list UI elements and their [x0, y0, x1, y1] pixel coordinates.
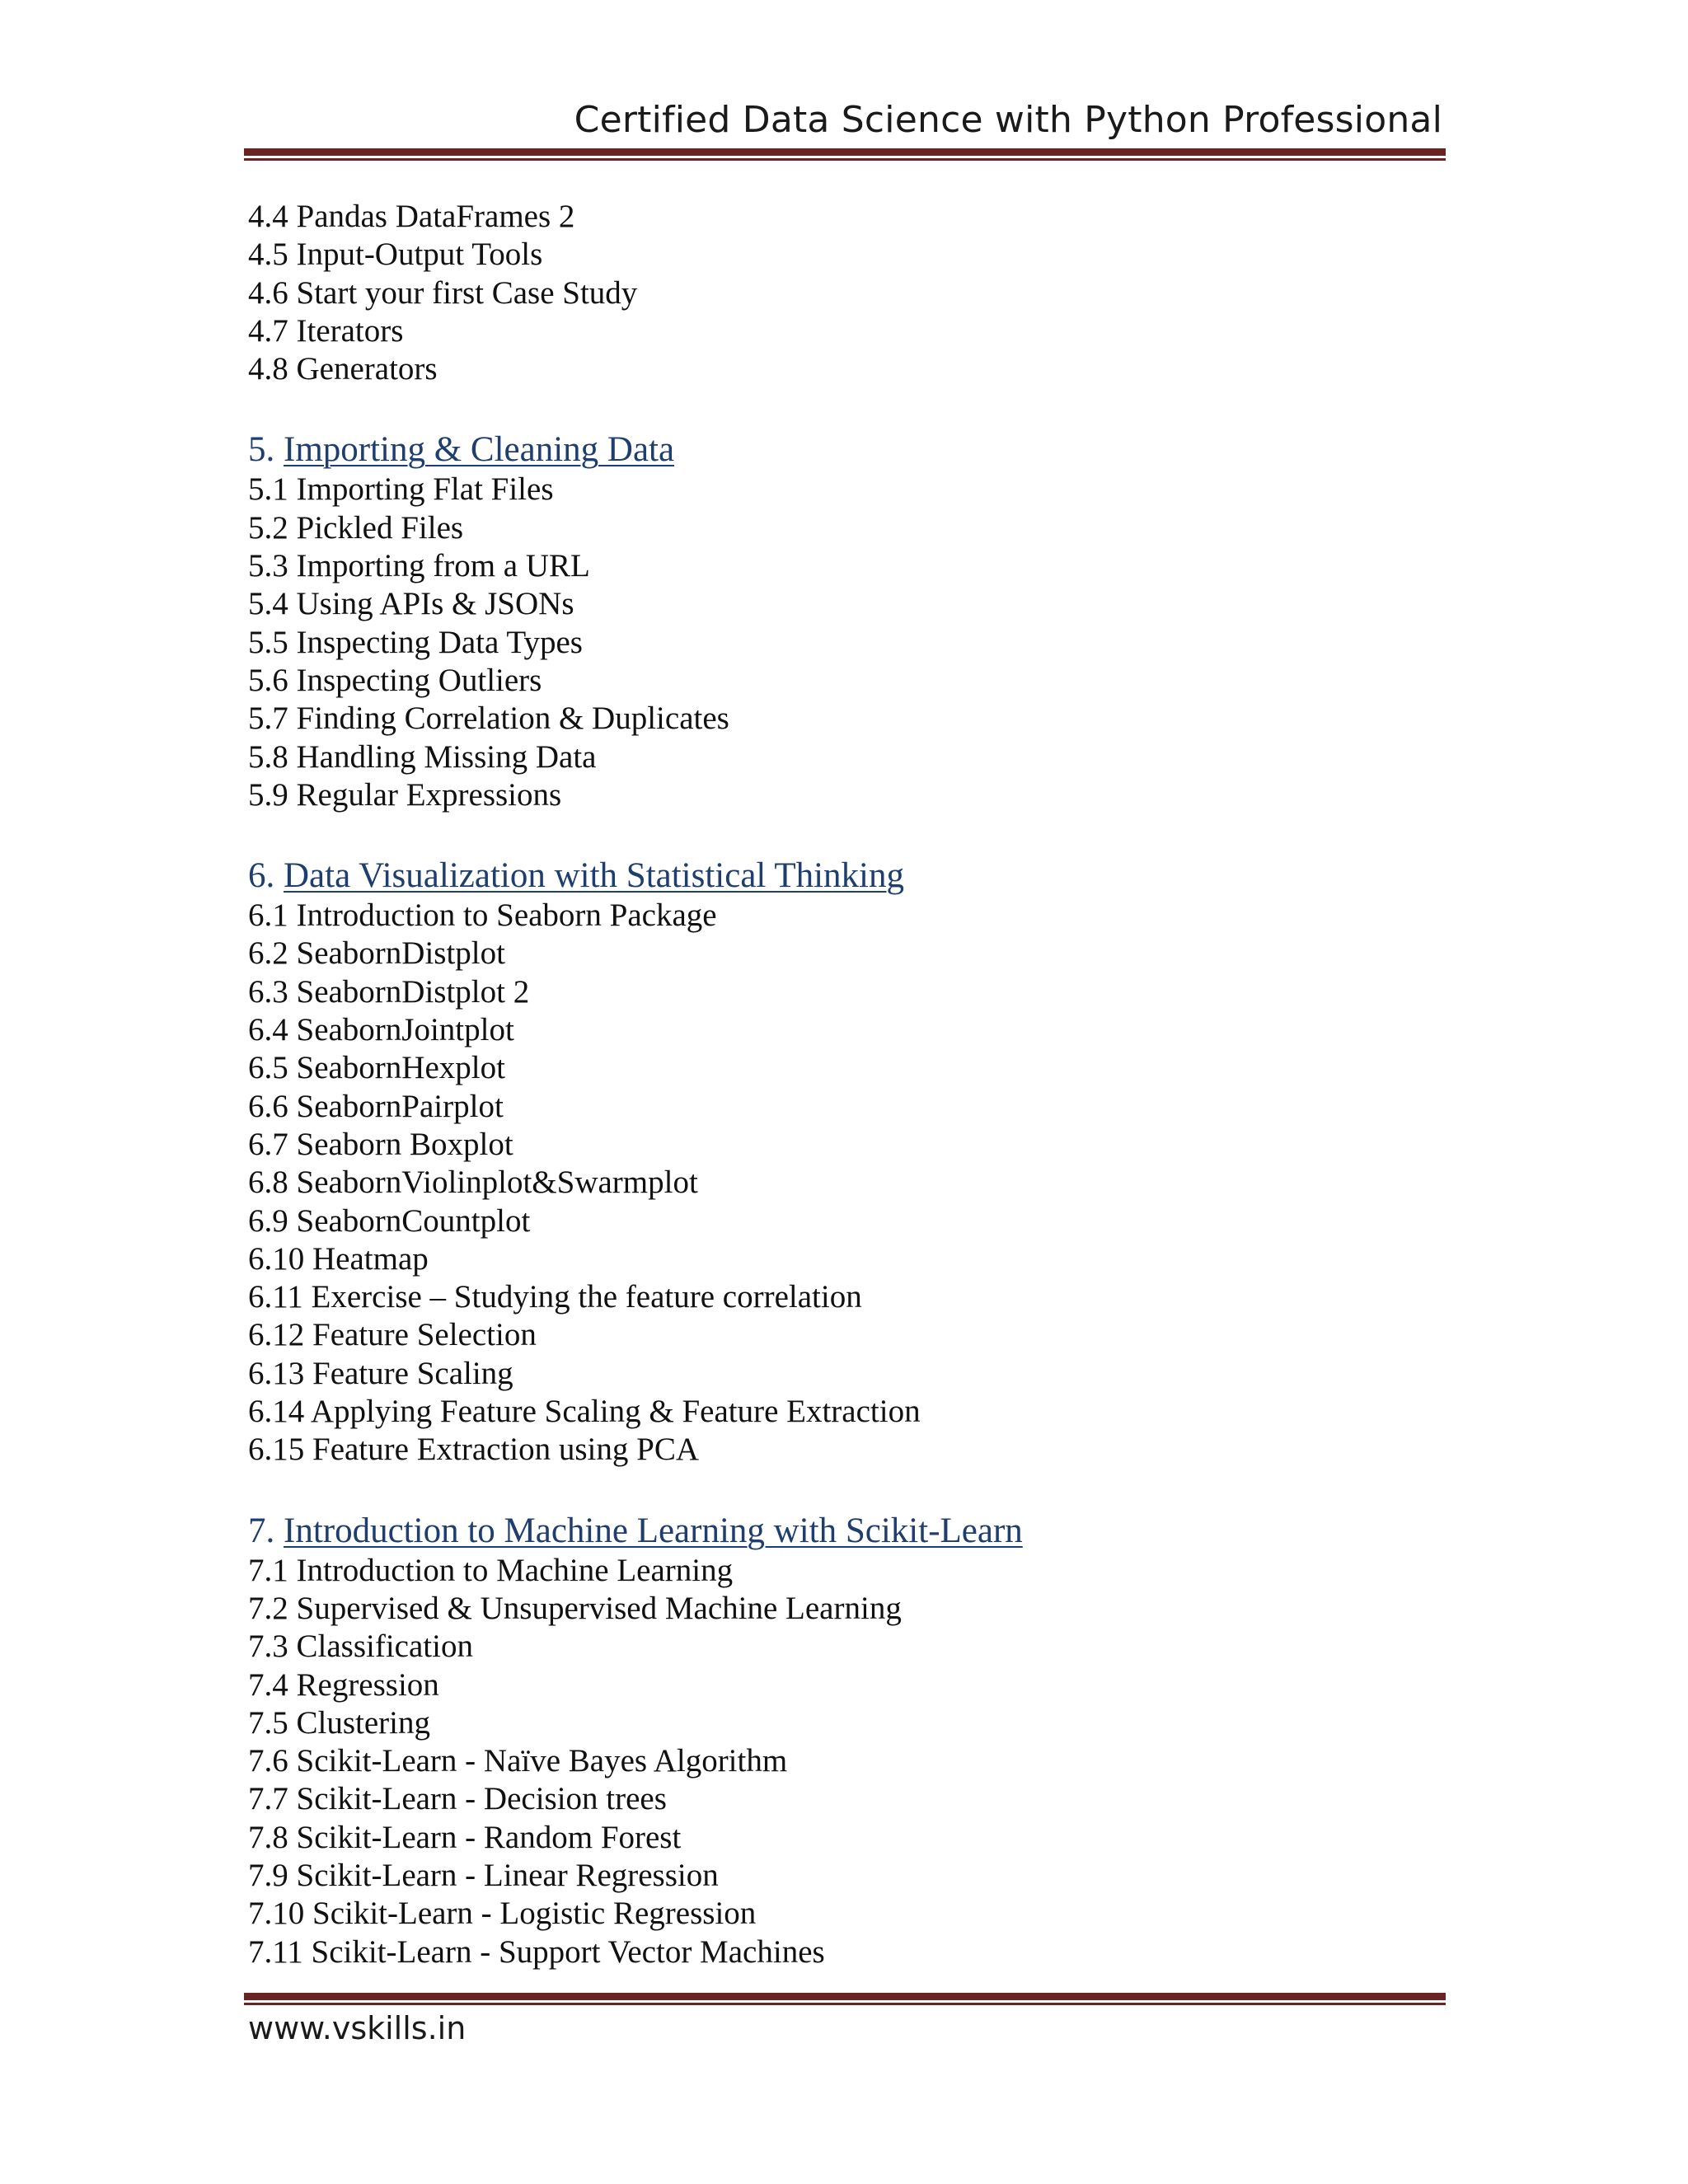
section-title-link[interactable]: Importing & Cleaning Data	[284, 430, 675, 470]
topic-item: 6.12 Feature Selection	[248, 1317, 537, 1353]
topic-item: 6.3 SeabornDistplot 2	[248, 973, 530, 1010]
topic-item: 6.8 SeabornViolinplot&Swarmplot	[248, 1165, 698, 1201]
topic-item: 6.4 SeabornJointplot	[248, 1012, 514, 1048]
page-header-title: Certified Data Science with Python Professional	[574, 99, 1442, 141]
topic-item: 6.11 Exercise – Studying the feature correlation	[248, 1279, 862, 1315]
topic-item: 6.7 Seaborn Boxplot	[248, 1126, 513, 1162]
section-number: 6.	[248, 856, 275, 896]
section-importing-cleaning-data	[248, 429, 1435, 814]
section-title-link[interactable]: Introduction to Machine Learning with Scikit-Learn	[284, 1511, 1023, 1550]
section-data-visualization	[248, 855, 1435, 1469]
topic-item: 7.8 Scikit-Learn - Random Forest	[248, 1819, 682, 1855]
topic-item: 5.8 Handling Missing Data	[248, 738, 597, 775]
topic-item: 5.5 Inspecting Data Types	[248, 624, 583, 660]
topic-item: 6.2 SeabornDistplot	[248, 935, 505, 972]
topic-item: 7.7 Scikit-Learn - Decision trees	[248, 1781, 667, 1817]
footer-divider	[244, 1993, 1446, 2005]
section-heading[interactable]	[248, 429, 1435, 471]
topic-item: 7.4 Regression	[248, 1666, 439, 1703]
topic-item: 6.13 Feature Scaling	[248, 1355, 513, 1391]
topic-item: 4.4 Pandas DataFrames 2	[248, 199, 575, 234]
topic-item: 6.5 SeabornHexplot	[248, 1050, 505, 1086]
intro-topic-list	[248, 198, 1435, 388]
section-title-link[interactable]: Data Visualization with Statistical Thinking	[284, 856, 905, 896]
footer-website-link[interactable]: www.vskills.in	[248, 2010, 467, 2046]
topic-item: 7.9 Scikit-Learn - Linear Regression	[248, 1857, 719, 1893]
topic-item: 7.1 Introduction to Machine Learning	[248, 1552, 734, 1588]
topic-item: 4.8 Generators	[248, 351, 438, 387]
section-heading[interactable]	[248, 855, 1435, 897]
topic-item: 5.1 Importing Flat Files	[248, 471, 554, 508]
topic-item: 7.6 Scikit-Learn - Naïve Bayes Algorithm	[248, 1743, 788, 1779]
topic-item: 7.5 Clustering	[248, 1704, 430, 1741]
topic-item: 7.3 Classification	[248, 1629, 473, 1665]
topic-item: 5.9 Regular Expressions	[248, 776, 562, 813]
section-heading[interactable]	[248, 1511, 1435, 1552]
topic-item: 5.3 Importing from a URL	[248, 548, 590, 584]
section-number: 5.	[248, 430, 275, 470]
topic-item: 5.2 Pickled Files	[248, 509, 464, 546]
topic-item: 7.11 Scikit-Learn - Support Vector Machines	[248, 1933, 825, 1970]
topic-item: 5.6 Inspecting Outliers	[248, 662, 542, 698]
section-number: 7.	[248, 1511, 275, 1550]
topic-item: 4.5 Input-Output Tools	[248, 237, 543, 273]
topic-item: 6.14 Applying Feature Scaling & Feature Extraction	[248, 1394, 921, 1430]
header-divider	[244, 148, 1446, 161]
topic-item: 6.15 Feature Extraction using PCA	[248, 1432, 700, 1468]
topic-item: 5.7 Finding Correlation & Duplicates	[248, 701, 729, 737]
topic-item: 4.7 Iterators	[248, 312, 404, 349]
topic-item: 6.9 SeabornCountplot	[248, 1202, 531, 1239]
topic-item: 7.10 Scikit-Learn - Logistic Regression	[248, 1896, 757, 1932]
table-of-contents	[248, 198, 1435, 1971]
topic-item: 4.6 Start your first Case Study	[248, 274, 638, 311]
topic-item: 7.2 Supervised & Unsupervised Machine Learning	[248, 1590, 902, 1626]
topic-item: 6.10 Heatmap	[248, 1240, 429, 1277]
topic-item: 6.6 SeabornPairplot	[248, 1088, 504, 1124]
section-machine-learning	[248, 1511, 1435, 1971]
topic-item: 5.4 Using APIs & JSONs	[248, 586, 574, 622]
topic-item: 6.1 Introduction to Seaborn Package	[248, 898, 717, 934]
